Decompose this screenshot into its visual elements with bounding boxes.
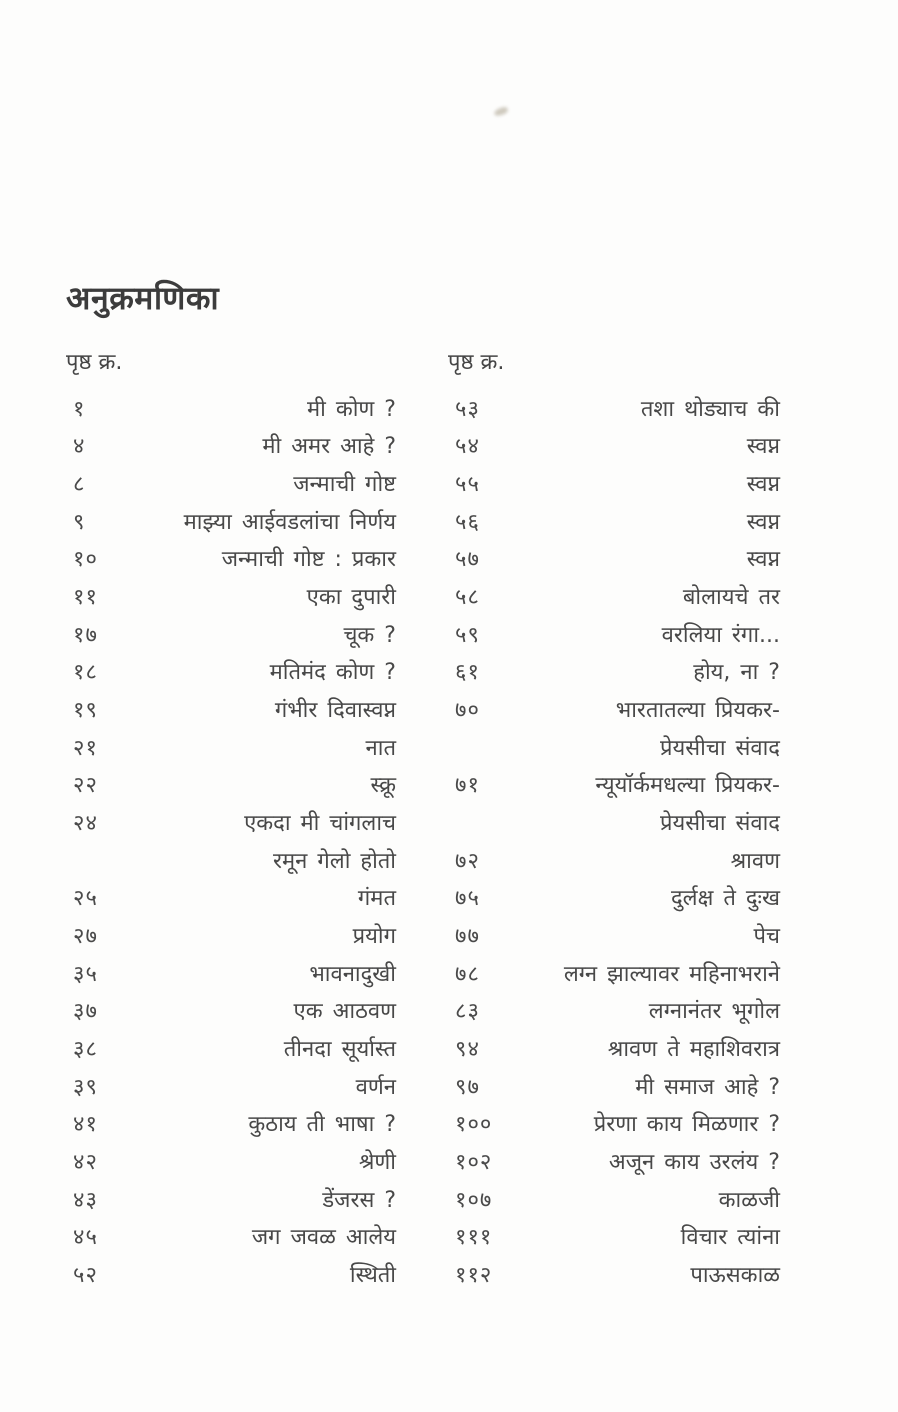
- toc-row: [448, 653, 780, 691]
- toc-row: [66, 1255, 396, 1293]
- toc-row: [66, 1067, 396, 1105]
- toc-row: [448, 389, 780, 427]
- chapter-title: माझ्या आईवडलांचा निर्णय: [183, 509, 396, 535]
- toc-row: [66, 879, 396, 917]
- chapter-title: प्रेयसीचा संवाद: [660, 735, 780, 761]
- chapter-title: प्रेयसीचा संवाद: [660, 811, 780, 837]
- toc-row: [66, 577, 396, 615]
- page-number: ७५: [455, 886, 480, 912]
- toc-row: [66, 1217, 396, 1255]
- chapter-title: स्वप्न: [746, 472, 780, 498]
- page-number: ५६: [455, 509, 480, 535]
- page-number: ४३: [73, 1187, 98, 1213]
- toc-row: [448, 464, 780, 502]
- page-number: ७२: [455, 848, 480, 874]
- chapter-title: तीनदा सूर्यास्त: [283, 1036, 396, 1062]
- page-number: ९४: [455, 1036, 480, 1062]
- page-number: ११२: [455, 1262, 493, 1288]
- page-number: २५: [73, 886, 98, 912]
- page-number: २२: [73, 773, 98, 799]
- chapter-title: अजून काय उरलंय ?: [608, 1149, 780, 1175]
- chapter-title: गंमत: [357, 886, 396, 912]
- page-number: ७१: [455, 773, 480, 799]
- chapter-title: स्थिती: [349, 1262, 396, 1288]
- page-number: २१: [73, 735, 98, 761]
- toc-row: [448, 1104, 780, 1142]
- page-number: ८३: [455, 999, 480, 1025]
- page-number: ७०: [455, 698, 480, 724]
- toc-row: [66, 916, 396, 954]
- chapter-title: प्रेरणा काय मिळणार ?: [593, 1112, 780, 1138]
- page-number: ७७: [455, 924, 480, 950]
- column-header-left: पृष्ठ क्र.: [66, 350, 123, 375]
- chapter-title: मतिमंद कोण ?: [269, 660, 396, 686]
- toc-row: [448, 1067, 780, 1105]
- toc-row: [66, 540, 396, 578]
- chapter-title: जन्माची गोष्ट: [293, 472, 396, 498]
- toc-row: [448, 690, 780, 728]
- page-number: १००: [455, 1112, 493, 1138]
- page-number: ४: [73, 434, 86, 460]
- toc-row: [448, 1217, 780, 1255]
- page-number: १०: [73, 547, 98, 573]
- chapter-title: वरलिया रंगा...: [661, 622, 780, 648]
- page-number: ३९: [73, 1074, 98, 1100]
- toc-row: [66, 841, 396, 879]
- toc-row: [448, 1029, 780, 1067]
- chapter-title: रमून गेलो होतो: [273, 848, 396, 874]
- page-number: १: [73, 396, 86, 422]
- toc-row: [448, 577, 780, 615]
- toc-row: [448, 879, 780, 917]
- chapter-title: श्रावण: [730, 848, 780, 874]
- toc-column-left: [66, 389, 396, 1293]
- page-number: ३८: [73, 1036, 98, 1062]
- chapter-title: चूक ?: [343, 622, 396, 648]
- chapter-title: न्यूयॉर्कमधल्या प्रियकर-: [595, 773, 780, 799]
- page-number: १११: [455, 1225, 493, 1251]
- toc-row: [448, 766, 780, 804]
- toc-row: [66, 427, 396, 465]
- toc-row: [66, 464, 396, 502]
- toc-row: [448, 1142, 780, 1180]
- toc-row: [66, 502, 396, 540]
- page-number: ३५: [73, 961, 98, 987]
- toc-row: [66, 690, 396, 728]
- toc-column-right: [448, 389, 780, 1293]
- toc-grid: [66, 389, 780, 1293]
- chapter-title: स्क्रू: [370, 773, 396, 799]
- chapter-title: होय, ना ?: [693, 660, 780, 686]
- toc-row: [66, 1104, 396, 1142]
- chapter-title: वर्णन: [355, 1074, 396, 1100]
- chapter-title: श्रावण ते महाशिवरात्र: [607, 1036, 780, 1062]
- chapter-title: पाऊसकाळ: [690, 1262, 780, 1288]
- page-number: ५३: [455, 396, 480, 422]
- chapter-title: काळजी: [718, 1187, 780, 1213]
- chapter-title: कुठाय ती भाषा ?: [248, 1112, 396, 1138]
- chapter-title: दुर्लक्ष ते दुःख: [670, 886, 780, 912]
- page-number: १९: [73, 698, 98, 724]
- page-number: ५७: [455, 547, 480, 573]
- chapter-title: तशा थोड्याच की: [640, 396, 780, 422]
- toc-row: [66, 766, 396, 804]
- toc-row: [448, 540, 780, 578]
- toc-row: [66, 954, 396, 992]
- chapter-title: लग्नानंतर भूगोल: [648, 999, 780, 1025]
- toc-row: [66, 992, 396, 1030]
- page-number: ९: [73, 509, 86, 535]
- chapter-title: एका दुपारी: [306, 585, 396, 611]
- page-number: २७: [73, 924, 98, 950]
- chapter-title: एक आठवण: [293, 999, 396, 1025]
- chapter-title: जग जवळ आलेय: [251, 1225, 396, 1251]
- page-number: ४१: [73, 1112, 98, 1138]
- toc-row: [448, 992, 780, 1030]
- page-number: १०२: [455, 1149, 493, 1175]
- toc-row: [66, 615, 396, 653]
- toc-row: [448, 728, 780, 766]
- chapter-title: पेच: [753, 924, 780, 950]
- toc-row: [448, 427, 780, 465]
- page-number: २४: [73, 811, 98, 837]
- page-number: ३७: [73, 999, 98, 1025]
- chapter-title: स्वप्न: [746, 434, 780, 460]
- page-number: ७८: [455, 961, 480, 987]
- toc-row: [448, 841, 780, 879]
- column-headers: [0, 346, 898, 378]
- toc-row: [66, 653, 396, 691]
- chapter-title: स्वप्न: [746, 509, 780, 535]
- toc-row: [448, 803, 780, 841]
- toc-row: [448, 916, 780, 954]
- toc-row: [66, 1142, 396, 1180]
- toc-row: [448, 1255, 780, 1293]
- toc-row: [66, 1180, 396, 1218]
- toc-row: [66, 728, 396, 766]
- chapter-title: नात: [365, 735, 396, 761]
- chapter-title: स्वप्न: [746, 547, 780, 573]
- page-number: ८: [73, 472, 86, 498]
- chapter-title: बोलायचे तर: [682, 585, 780, 611]
- toc-row: [66, 389, 396, 427]
- page-number: ६१: [455, 660, 480, 686]
- page-number: ४२: [73, 1149, 98, 1175]
- chapter-title: लग्न झाल्यावर महिनाभराने: [563, 961, 780, 987]
- page-number: ५८: [455, 585, 480, 611]
- page-number: ५४: [455, 434, 480, 460]
- toc-row: [448, 1180, 780, 1218]
- page-title: अनुक्रमणिका: [66, 279, 220, 317]
- chapter-title: प्रयोग: [352, 924, 396, 950]
- chapter-title: डेंजरस ?: [322, 1187, 396, 1213]
- column-header-right: पृष्ठ क्र.: [448, 350, 505, 375]
- toc-row: [448, 502, 780, 540]
- chapter-title: भारतातल्या प्रियकर-: [615, 698, 780, 724]
- chapter-title: मी कोण ?: [306, 396, 396, 422]
- chapter-title: मी अमर आहे ?: [262, 434, 396, 460]
- page-number: ५९: [455, 622, 480, 648]
- chapter-title: भावनादुखी: [309, 961, 396, 987]
- page-number: ५५: [455, 472, 480, 498]
- chapter-title: विचार त्यांना: [680, 1225, 780, 1251]
- toc-row: [448, 615, 780, 653]
- chapter-title: एकदा मी चांगलाच: [244, 811, 396, 837]
- page-number: ५२: [73, 1262, 98, 1288]
- toc-row: [66, 803, 396, 841]
- page-number: १८: [73, 660, 98, 686]
- page-number: १०७: [455, 1187, 493, 1213]
- page-number: ११: [73, 585, 98, 611]
- chapter-title: जन्माची गोष्ट : प्रकार: [221, 547, 396, 573]
- chapter-title: मी समाज आहे ?: [635, 1074, 780, 1100]
- page-number: ४५: [73, 1225, 98, 1251]
- scan-smudge: [493, 106, 508, 117]
- chapter-title: गंभीर दिवास्वप्न: [274, 698, 396, 724]
- page-number: ९७: [455, 1074, 480, 1100]
- page-number: १७: [73, 622, 98, 648]
- toc-row: [448, 954, 780, 992]
- toc-row: [66, 1029, 396, 1067]
- chapter-title: श्रेणी: [358, 1149, 396, 1175]
